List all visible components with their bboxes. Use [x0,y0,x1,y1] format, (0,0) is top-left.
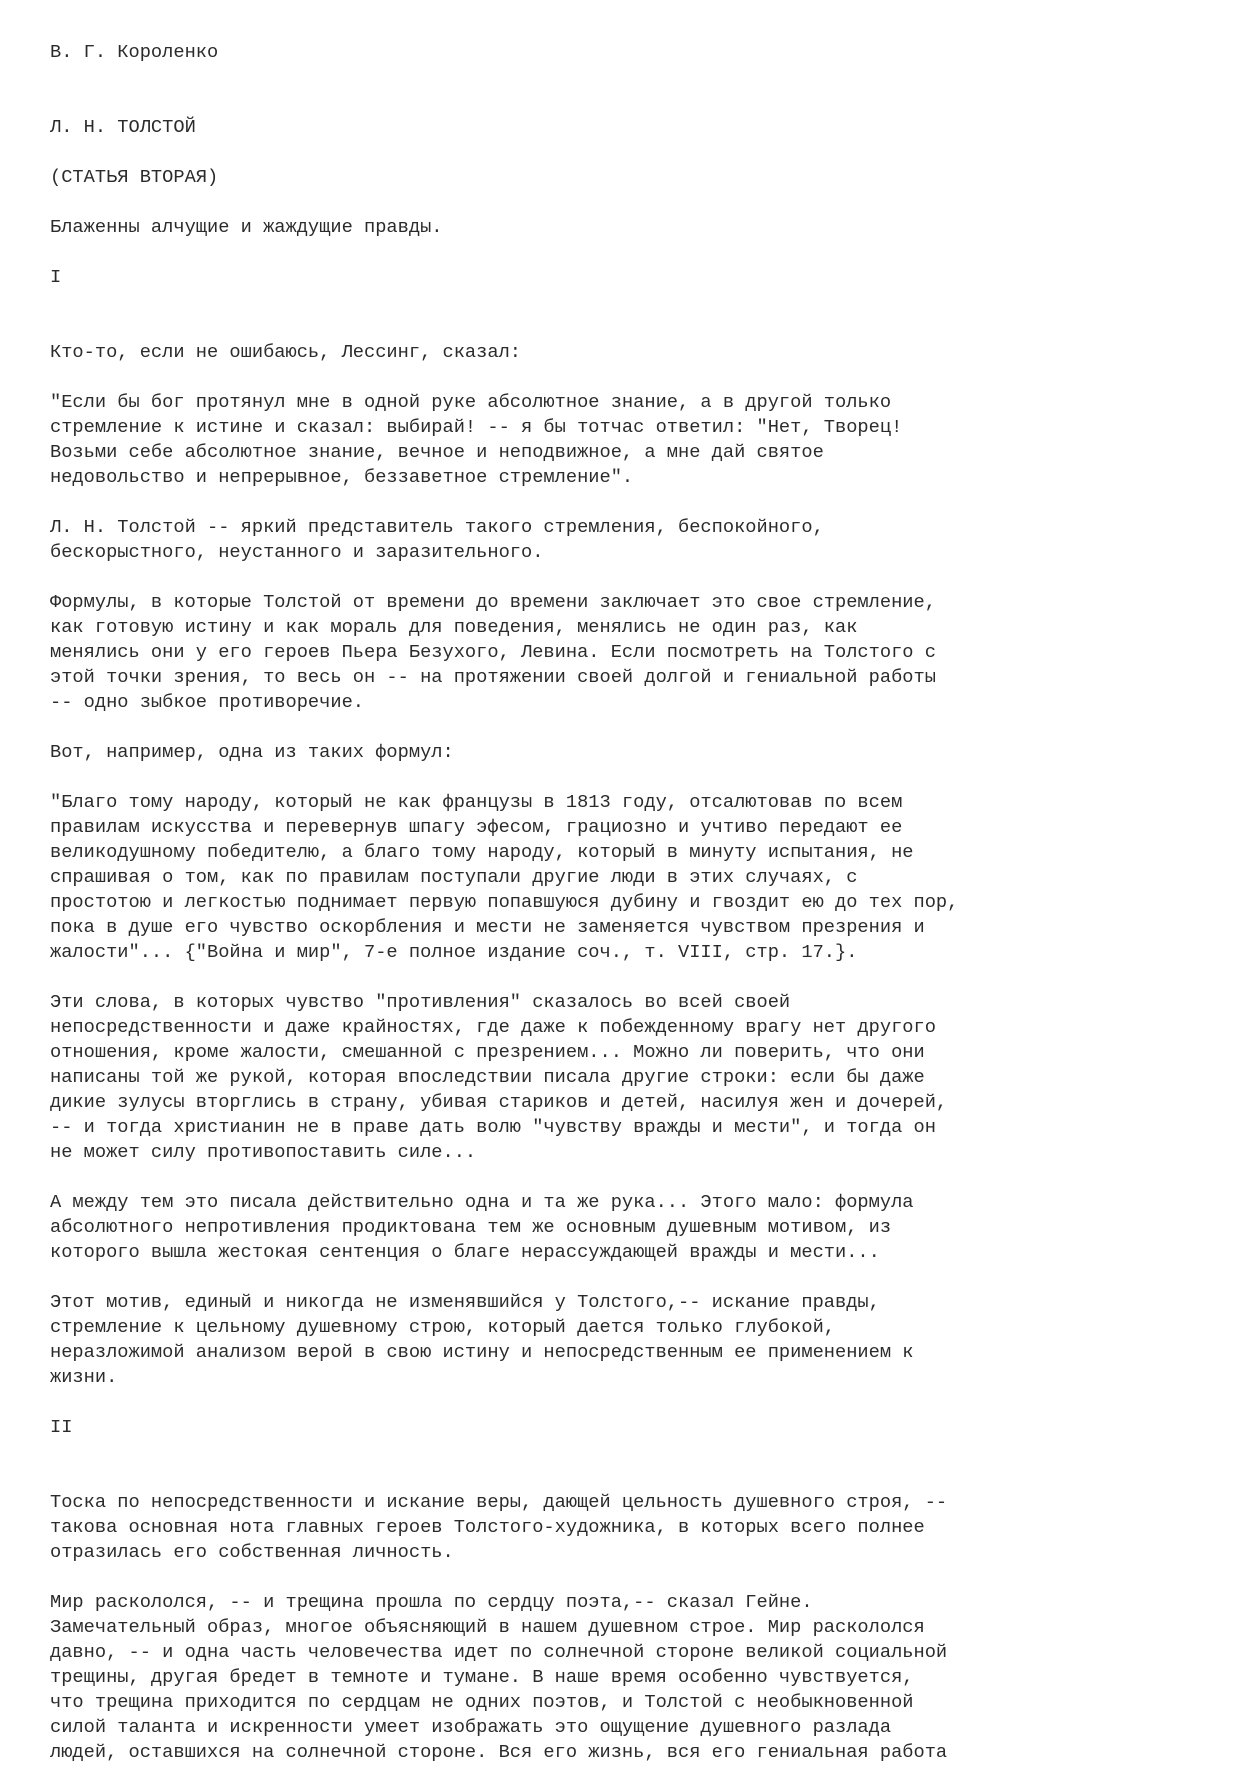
text-line: которого вышла жестокая сентенция о благе нерассуждающей вражды и мести... [50,1241,880,1263]
subtitle-line: (СТАТЬЯ ВТОРАЯ) [50,166,219,188]
text-line: "Если бы бог протянул мне в одной руке абсолютное знание, а в другой только [50,391,892,413]
text-line: такова основная нота главных героев Толстого-художника, в которых всего полнее [50,1516,925,1538]
paragraph [50,1190,1210,1265]
text-line: абсолютного непротивления продиктована тем же основным душевным мотивом, из [50,1216,892,1238]
paragraph [50,790,1210,965]
text-line: непосредственности и даже крайностях, где даже к побежденному врагу нет другого [50,1016,936,1038]
section-heading-1: I [50,266,62,288]
paragraph [50,990,1210,1165]
text-line: как готовую истину и как мораль для поведения, менялись не один раз, как [50,616,858,638]
paragraph [50,740,1210,765]
text-line: Тоска по непосредственности и искание веры, дающей цельность душевного строя, -- [50,1491,948,1513]
section-heading-2: II [50,1416,73,1438]
text-line: стремление к цельному душевному строю, который дается только глубокой, [50,1316,836,1338]
title-line: Л. Н. ТОЛСТОЙ [50,116,196,138]
paragraph [50,590,1210,715]
text-line: людей, оставшихся на солнечной стороне. Вся его жизнь, вся его гениальная работа [50,1741,948,1763]
text-line: великодушному победителю, а благо тому народу, который в минуту испытания, не [50,841,914,863]
text-line: "Благо тому народу, который не как французы в 1813 году, отсалютовав по всем [50,791,903,813]
text-line: Мир раскололся, -- и трещина прошла по сердцу поэта,-- сказал Гейне. [50,1591,813,1613]
text-line: спрашивая о том, как по правилам поступали другие люди в этих случаях, с [50,866,858,888]
text-line: неразложимой анализом верой в свою истину и непосредственным ее применением к [50,1341,914,1363]
text-line: отношения, кроме жалости, смешанной с презрением... Можно ли поверить, что они [50,1041,925,1063]
text-line: давно, -- и одна часть человечества идет по солнечной стороне великой социальной [50,1641,948,1663]
paragraph [50,1590,1210,1765]
text-line: -- одно зыбкое противоречие. [50,691,365,713]
paragraph [50,515,1210,565]
epigraph-line: Блаженны алчущие и жаждущие правды. [50,216,443,238]
text-line: написаны той же рукой, которая впоследствии писала другие строки: если бы даже [50,1066,925,1088]
text-line: отразилась его собственная личность. [50,1541,454,1563]
text-line: Л. Н. Толстой -- яркий представитель такого стремления, беспокойного, [50,516,824,538]
text-line: правилам искусства и перевернув шпагу эфесом, грациозно и учтиво передают ее [50,816,903,838]
author-line: В. Г. Короленко [50,41,219,63]
text-line: менялись они у его героев Пьера Безухого, Левина. Если посмотреть на Толстого с [50,641,936,663]
text-line: Формулы, в которые Толстой от времени до времени заключает это свое стремление, [50,591,936,613]
text-line: А между тем это писала действительно одна и та же рука... Этого мало: формула [50,1191,914,1213]
text-line: жизни. [50,1366,118,1388]
paragraph [50,1290,1210,1390]
document-page [50,40,1210,1765]
text-line: Замечательный образ, многое объясняющий в нашем душевном строе. Мир раскололся [50,1616,925,1638]
text-line: силой таланта и искренности умеет изображать это ощущение душевного разлада [50,1716,892,1738]
text-line: не может силу противопоставить силе... [50,1141,477,1163]
text-line: что трещина приходится по сердцам не одних поэтов, и Толстой с необыкновенной [50,1691,914,1713]
text-line: трещины, другая бредет в темноте и тумане. В наше время особенно чувствуется, [50,1666,914,1688]
text-line: Эти слова, в которых чувство "противления" сказалось во всей своей [50,991,791,1013]
text-line: -- и тогда христианин не в праве дать волю "чувству вражды и мести", и тогда он [50,1116,936,1138]
text-line: дикие зулусы вторглись в страну, убивая стариков и детей, насилуя жен и дочерей, [50,1091,948,1113]
paragraph [50,340,1210,365]
paragraph [50,390,1210,490]
text-line: недовольство и непрерывное, беззаветное стремление". [50,466,634,488]
text-line: стремление к истине и сказал: выбирай! -- я бы тотчас ответил: "Нет, Творец! [50,416,903,438]
text-line: Этот мотив, единый и никогда не изменявшийся у Толстого,-- искание правды, [50,1291,880,1313]
text-line: этой точки зрения, то весь он -- на протяжении своей долгой и гениальной работы [50,666,936,688]
text-line: бескорыстного, неустанного и заразительного. [50,541,544,563]
text-line: пока в душе его чувство оскорбления и мести не заменяется чувством презрения и [50,916,925,938]
text-line: Вот, например, одна из таких формул: [50,741,454,763]
text-line: простотою и легкостью поднимает первую попавшуюся дубину и гвоздит ею до тех пор, [50,891,959,913]
text-line: жалости"... {"Война и мир", 7-е полное издание соч., т. VIII, стр. 17.}. [50,941,858,963]
text-line: Возьми себе абсолютное знание, вечное и неподвижное, а мне дай святое [50,441,824,463]
paragraph [50,1490,1210,1565]
text-line: Кто-то, если не ошибаюсь, Лессинг, сказал: [50,341,522,363]
